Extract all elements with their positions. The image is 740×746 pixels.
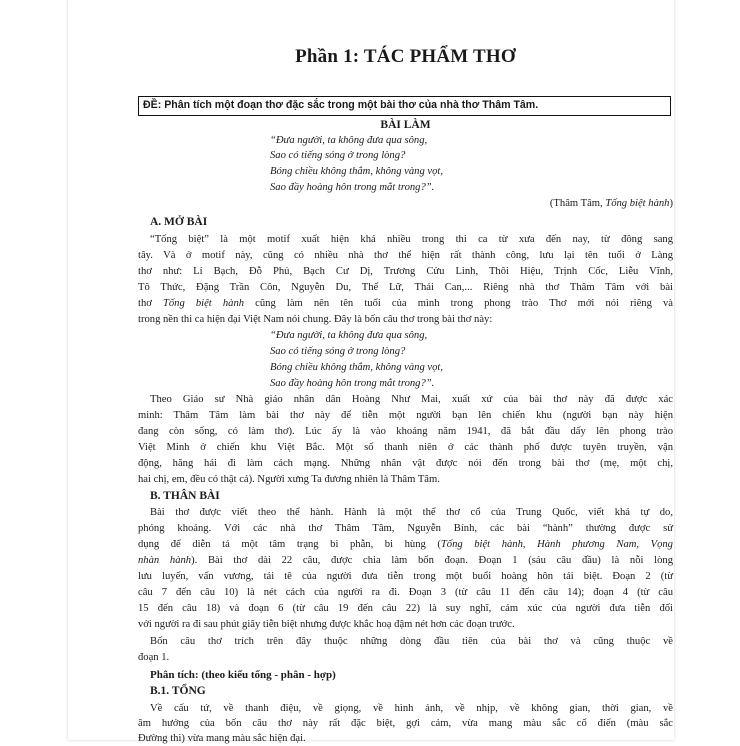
paragraph-line: trong nền thi ca hiện đại Việt Nam nói chung. Đây là bốn câu thơ trong bài thơ này: (138, 314, 493, 325)
document-page (68, 0, 674, 744)
paragraph-line: Đường thi) vừa mang màu sắc hiện đại. (138, 733, 306, 744)
paragraph-line: Theo Giáo sư Nhà giáo nhân dân Hoàng Như Mai, xuất xứ của bài thơ này đã được xác (150, 394, 673, 405)
paragraph-line: với người ra đi sau phút giây tiễn biệt nhưng được khắc hoạ đậm nét hơn các đoạn trước. (138, 619, 515, 630)
paragraph-line: phóng khoáng. Với các nhà thơ Thâm Tâm, Nguyễn Bính, các bài “hành” thường được sử (138, 523, 673, 534)
paragraph-line: âm hưởng của bốn câu thơ này rất đặc biệt, gợi cảm, vừa mang màu sắc cổ điển (màu sắc (138, 718, 673, 729)
poem-line: “Đưa người, ta không đưa qua sông, (270, 135, 428, 146)
citation-work-title: Tống biệt hành (605, 198, 670, 209)
paragraph-line: nhàn hành). Bài thơ dài 22 câu, được chia làm bốn đoạn. Đoạn 1 (sáu câu đầu) là nỗi lòng (138, 555, 673, 566)
subsection-b1-heading: B.1. TỔNG (150, 685, 206, 697)
analysis-heading: Phân tích: (theo kiểu tổng - phân - hợp) (150, 669, 336, 681)
section-a-heading: A. MỞ BÀI (150, 216, 208, 228)
paragraph-line: Việt Minh ở chiến khu Việt Bắc. Một số thanh niên ở các thành phố được tuyên truyền, vận (138, 442, 673, 453)
poem-line: Bóng chiều không thắm, không vàng vọt, (270, 362, 443, 373)
poem-line: Sao đầy hoàng hôn trong mắt trong?”. (270, 378, 435, 389)
poem-line: “Đưa người, ta không đưa qua sông, (270, 330, 428, 341)
paragraph-line: tây. Và ở motif này, cũng có nhiều nhà thơ thể hiện rất thành công, lưu lại tên tuổi ở Làng (138, 250, 673, 261)
paragraph-line: Về cấu tứ, về thanh điệu, về giọng, về hình ảnh, về nhịp, về không gian, thời gian, về (150, 703, 673, 714)
paragraph-line: thơ như: Lí Bạch, Đỗ Phủ, Bạch Cư Dị, Trương Cửu Linh, Thôi Hiệu, Trịnh Cốc, Liễu Vĩnh, (138, 266, 673, 277)
bai-lam-heading: BÀI LÀM (380, 119, 431, 131)
poem-citation: (Thâm Tâm, Tống biệt hành) (549, 198, 673, 209)
paragraph-line: lưu luyến, vấn vương, tái tê của người đưa tiễn trong một buổi hoàng hôn tái biệt. Đoạn 2 (từ (138, 571, 673, 582)
paragraph-line: dụng để diễn tả một tâm trạng bi phẫn, bi hùng (Tống biệt hành, Hành phương Nam, Vọng (138, 539, 673, 550)
paragraph-line: Bốn câu thơ trích trên đây thuộc những dòng đầu tiên của bài thơ và cũng thuộc về (150, 636, 673, 647)
poem-line: Sao có tiếng sóng ở trong lòng? (270, 150, 406, 161)
paragraph-line: Bài thơ được viết theo thể hành. Hành là một thể thơ cổ của Trung Quốc, viết khá tự do, (150, 507, 673, 518)
paragraph-line: động, hăng hái đi làm cách mạng. Những nhân vật được nói đến trong bài thơ (mẹ, một chị, (138, 458, 673, 469)
paragraph-line: hai chị, em, đều có thật cả). Người xưng Ta đương nhiên là Thâm Tâm. (138, 474, 440, 485)
paragraph-line: Tô Thức, Đặng Trần Côn, Nguyễn Du, Thế Lữ, Thái Can,... Riêng nhà thơ Thâm Tâm với bài (138, 282, 673, 293)
work-title: Tống biệt hành (162, 298, 245, 309)
paragraph-line: đang còn sống, có làm thơ). Lúc ấy là vào khoảng năm 1941, đã bắt đầu dấy lên phong trào (138, 426, 673, 437)
paragraph-line: minh: Thâm Tâm làm bài thơ này để tiễn một người bạn lên chiến khu (người bạn này hiện (138, 410, 673, 421)
paragraph-line: đoạn 1. (138, 652, 170, 663)
task-prompt-box: ĐỀ: Phân tích một đoạn thơ đặc sắc trong một bài thơ của nhà thơ Thâm Tâm. (138, 96, 671, 116)
section-b-heading: B. THÂN BÀI (150, 490, 220, 502)
poem-line: Sao đầy hoàng hôn trong mắt trong?”. (270, 182, 435, 193)
paragraph-line: “Tống biệt” là một motif xuất hiện khá nhiều trong thi ca từ xưa đến nay, từ đông sang (150, 234, 673, 245)
poem-line: Bóng chiều không thắm, không vàng vọt, (270, 166, 443, 177)
work-titles: Tống biệt hành, Hành phương Nam, Vọng (440, 539, 673, 550)
work-title: nhàn hành (138, 555, 192, 566)
paragraph-line: câu 7 đến câu 10) là nét cách của người ra đi. Đoạn 3 (từ câu 11 đến câu 14); đoạn 4 (từ câu (138, 587, 673, 598)
paragraph-line: 15 đến câu 18) và đoạn 6 (từ câu 19 đến câu 22) là suy nghĩ, cảm xúc của người đưa tiễn đối (138, 603, 673, 614)
poem-line: Sao có tiếng sóng ở trong lòng? (270, 346, 406, 357)
page-title: Phần 1: TÁC PHẨM THƠ (295, 46, 516, 67)
paragraph-line: thơ Tống biệt hành cũng làm nên tên tuổi của mình trong phong trào Thơ mới nói riêng và (138, 298, 674, 309)
